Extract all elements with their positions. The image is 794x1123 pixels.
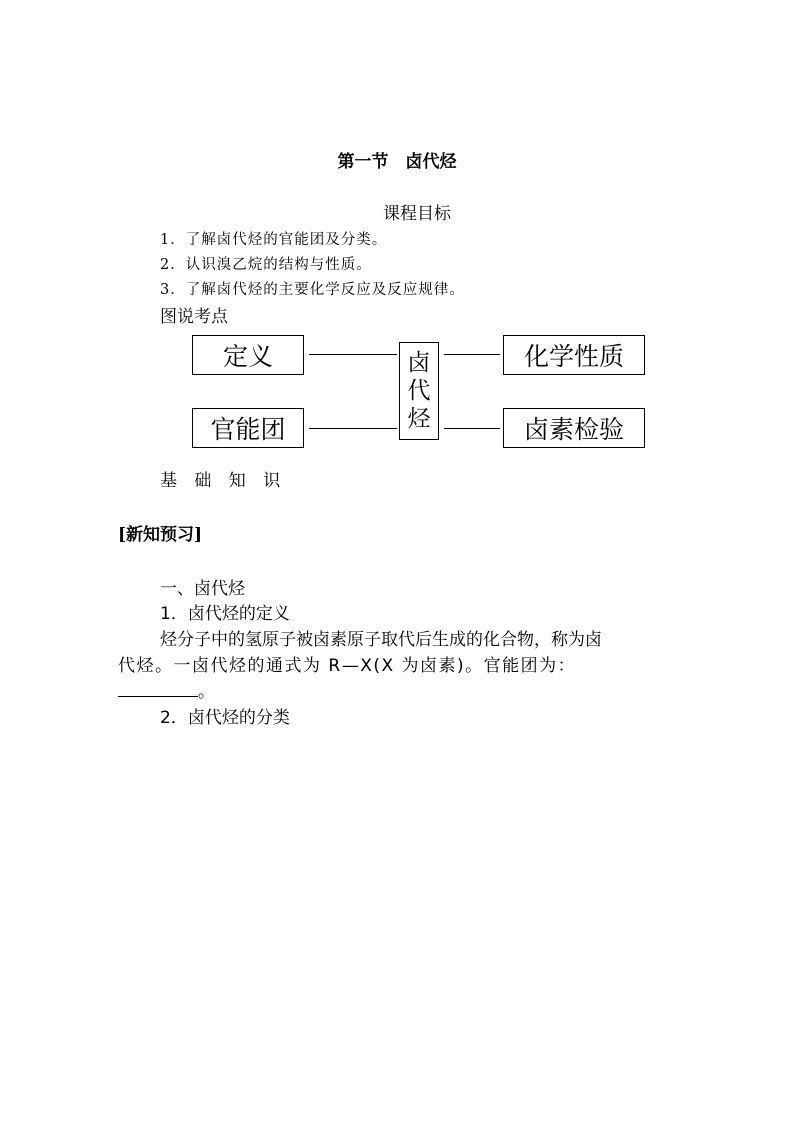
box-haloalkane bbox=[399, 342, 439, 440]
item1-title: 1．卤代烃的定义 bbox=[160, 604, 290, 624]
item2-title: 2．卤代烃的分类 bbox=[160, 708, 290, 728]
goal-item-3: 3．了解卤代烃的主要化学反应及反应规律。 bbox=[160, 282, 465, 298]
diagram-heading: 图说考点 bbox=[160, 307, 228, 327]
course-goals-heading: 课程目标 bbox=[383, 204, 451, 224]
box-chemical-properties: 化学性质 bbox=[503, 335, 645, 375]
box-halogen-test: 卤素检验 bbox=[503, 408, 645, 448]
connector-line-left-top bbox=[309, 354, 397, 355]
center-char-3: 烃 bbox=[407, 406, 431, 432]
box-functional-group: 官能团 bbox=[192, 408, 304, 448]
center-char-1: 卤 bbox=[407, 350, 431, 376]
section-heading: 一、卤代烃 bbox=[160, 579, 245, 599]
connector-line-right-top bbox=[444, 354, 500, 355]
page-title: 第一节 卤代烃 bbox=[337, 152, 457, 172]
goal-item-1: 1．了解卤代烃的官能团及分类。 bbox=[160, 232, 388, 248]
answer-blank[interactable] bbox=[118, 678, 198, 697]
definition-line-2: 代烃。一卤代烃的通式为 R—X(X 为卤素)。官能团为： bbox=[118, 656, 577, 676]
box-definition: 定义 bbox=[192, 335, 304, 375]
definition-line-3 bbox=[118, 677, 215, 702]
basic-knowledge-heading: 基 础 知 识 bbox=[160, 471, 287, 491]
definition-line-1: 烃分子中的氢原子被卤素原子取代后生成的化合物，称为卤 bbox=[160, 630, 602, 650]
connector-line-right-bottom bbox=[444, 428, 500, 429]
goal-item-2: 2．认识溴乙烷的结构与性质。 bbox=[160, 257, 372, 273]
definition-end: 。 bbox=[198, 682, 215, 702]
preview-label: [新知预习] bbox=[118, 525, 203, 545]
connector-line-left-bottom bbox=[309, 428, 397, 429]
center-char-2: 代 bbox=[407, 378, 431, 404]
